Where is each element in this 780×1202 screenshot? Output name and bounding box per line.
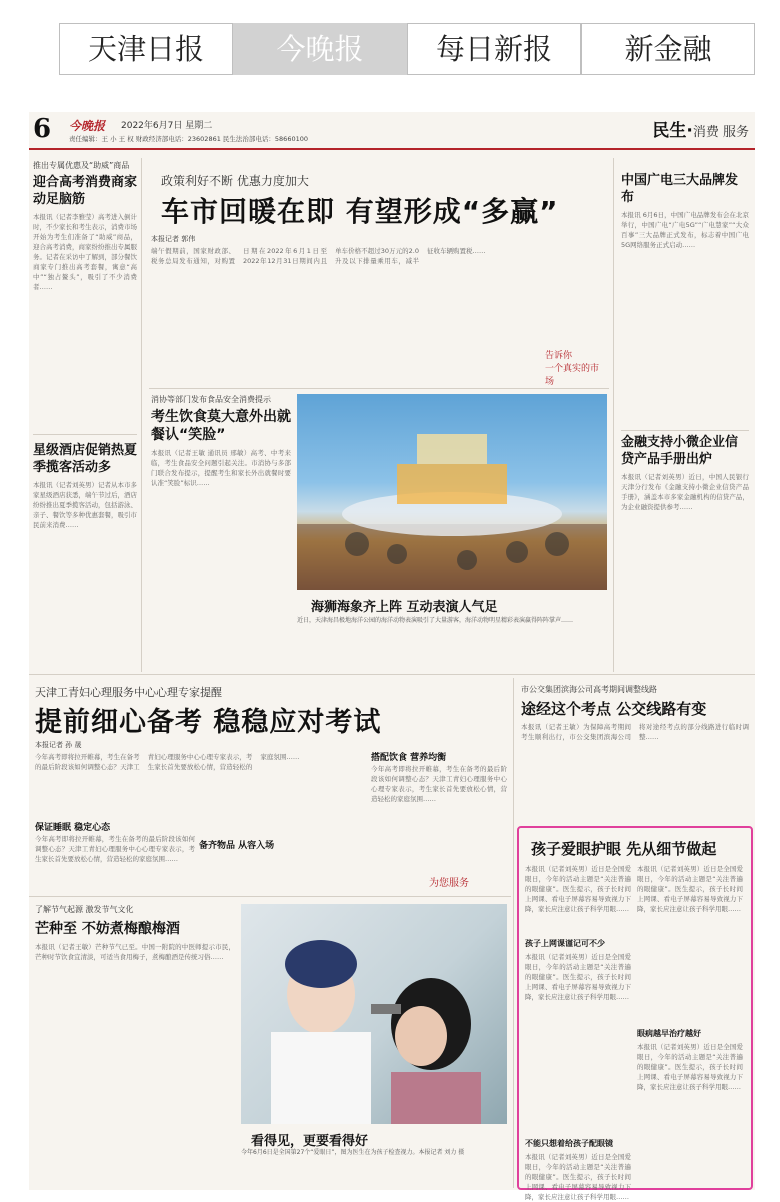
masthead — [29, 112, 755, 150]
photo-note: 今年6月6日是全国第27个“爱眼日”，图为医生在为孩子检查视力。本报记者 刘力 摄 — [241, 1149, 465, 1156]
article-body: 今年高考即将拉开帷幕，考生在备考的最后阶段该如何调整心态？天津工青妇心理服务中心心理专家表示，考生家长首先要放松心情，营造轻松的家庭氛围…… — [35, 753, 300, 771]
tab-new-finance[interactable]: 新金融 — [581, 23, 755, 75]
column-divider — [513, 678, 514, 1188]
masthead-rule — [29, 148, 755, 150]
promo-text: 告诉你 — [545, 351, 573, 361]
section-title — [652, 116, 749, 141]
article-divider — [621, 430, 749, 431]
article-subhead: 搭配饮食 营养均衡 — [371, 753, 447, 763]
photo-caption-title: 看得见，更要看得好 — [251, 1134, 369, 1149]
article-subhead: 不能只想着给孩子配眼镜 — [525, 1139, 613, 1148]
article-title[interactable]: 星级酒店促销热夏季揽客活动多 — [33, 443, 138, 475]
article-body: 本报讯（记者刘英男）近日是全国爱眼日，今年的活动主题是“关注普遍的眼健康”。医生提示，孩子长时间上网课、看电子屏幕容易导致视力下降，家长应注意让孩子科学用眼…… — [637, 865, 743, 913]
promo-service: 为您服务 — [429, 878, 469, 889]
article-reporter: 本报记者 孙 晟 — [35, 741, 82, 749]
article-kicker: 政策利好不断 优惠力度加大 — [161, 174, 309, 188]
section-divider — [29, 896, 511, 897]
article-kicker: 消协等部门发布食品安全消费提示 — [151, 395, 271, 404]
highlighted-article-box[interactable] — [517, 826, 753, 1201]
article-body: 本报讯（记者李雅莹）高考进入倒计时，不少家长和考生表示，消费市场开始为考生们准备了“助威”商品，迎合高考消费，商家纷纷推出专属服务。记者在采访中了解到，部分餐饮商家专门推出高考套餐，寓意“高中”“独占鳌头”，吸引了不少消费者…… — [33, 213, 137, 291]
photo-caption-title: 海狮海象齐上阵 互动表演人气足 — [311, 600, 498, 615]
tab-daily-new[interactable]: 每日新报 — [407, 23, 581, 75]
article-body: 本报讯（记者刘英男）近日，中国人民银行天津分行发布《金融支持小微企业信贷产品手册》，涵盖本市多家金融机构的信贷产品，为企业融资提供参考…… — [621, 473, 749, 511]
article-body: 本报讯（记者刘英男）记者从本市多家星级酒店获悉，端午节过后，酒店纷纷推出夏季揽客活动，包括游泳、亲子、餐饮等多种优惠套餐，吸引市民前来消费…… — [33, 481, 137, 529]
article-body: 今年高考即将拉开帷幕，考生在备考的最后阶段该如何调整心态？天津工青妇心理服务中心心理专家表示，考生家长首先要放松心情，营造轻松的家庭氛围…… — [35, 835, 195, 863]
tab-jinwanbao[interactable]: 今晚报 — [233, 23, 407, 75]
article-subhead: 保证睡眠 稳定心态 — [35, 823, 111, 833]
article-subhead: 眼病越早治疗越好 — [637, 1029, 701, 1038]
article-divider — [149, 388, 609, 389]
article-title[interactable]: 芒种至 不妨煮梅酿梅酒 — [35, 921, 180, 937]
article-body: 本报讯（记者王敏）为保障高考期间考生顺利出行，市公交集团滨海公司将对途经考点的部分线路进行临时调整…… — [521, 723, 749, 741]
headline[interactable]: 提前细心备考 稳稳应对考试 — [35, 707, 382, 738]
sea-lion-show-photo — [297, 394, 607, 590]
article-body: 本报讯（记者王敏 通讯员 邢敏）高考、中考来临，考生食品安全问题引起关注。市消协与多部门联合发布提示，提醒考生和家长外出就餐时要认准“笑脸”标识…… — [151, 449, 291, 487]
article-divider — [33, 434, 137, 435]
article-body: 今年高考即将拉开帷幕，考生在备考的最后阶段该如何调整心态？天津工青妇心理服务中心心理专家表示，考生家长首先要放松心情，营造轻松的家庭氛围…… — [371, 765, 507, 803]
editor-credits: 责任编辑：王 小 王 权 财政经济部电话：23602861 民生法治部电话：58660100 — [69, 135, 308, 143]
article-body: 本报讯（记者刘英男）近日是全国爱眼日，今年的活动主题是“关注普遍的眼健康”。医生提示，孩子长时间上网课、看电子屏幕容易导致视力下降，家长应注意让孩子科学用眼…… — [525, 1153, 631, 1201]
column-divider — [613, 158, 614, 672]
headline[interactable]: 车市回暖在即 有望形成“多赢” — [161, 195, 559, 228]
sea-lion-show-illustration — [297, 394, 607, 590]
section-name: 民生· — [652, 121, 693, 141]
newspaper-tab-bar — [0, 0, 780, 88]
article-title[interactable]: 孩子爱眼护眼 先从细节做起 — [531, 840, 717, 858]
article-title[interactable]: 金融支持小微企业信贷产品手册出炉 — [621, 435, 739, 467]
article-title[interactable]: 考生饮食莫大意外出就餐认“笑脸” — [151, 409, 291, 443]
eye-exam-illustration — [241, 904, 507, 1124]
article-body: 本报讯 6月6日，中国广电品牌发布会在北京举行，中国广电“广电5G”“广电慧家”“大众百事”三大品牌正式发布，标志着中国广电5G网络服务正式启动…… — [621, 211, 749, 249]
article-kicker: 市公交集团滨海公司高考期间调整线路 — [521, 685, 657, 694]
article-body: 端午假期前，国家财政部、税务总局发布通知，对购置日期在2022年6月1日至2022年12月31日期间内且单车价格不超过30万元的2.0升及以下排量乘用车，减半征收车辆购置税…… — [151, 247, 486, 265]
issue-date: 2022年6月7日 星期二 — [121, 121, 213, 131]
section-divider — [29, 674, 755, 675]
paper-name: 今晚报 — [69, 119, 106, 133]
page-number: 6 — [33, 114, 52, 144]
promo-text: 一个真实的市场 — [545, 364, 600, 387]
article-body: 本报讯（记者刘英男）近日是全国爱眼日，今年的活动主题是“关注普遍的眼健康”。医生提示，孩子长时间上网课、看电子屏幕容易导致视力下降，家长应注意让孩子科学用眼…… — [525, 953, 631, 1001]
article-body: 本报讯（记者王敏）芒种节气已至。中国一附院的中医师提示市民，芒种时节饮食宜清淡，可适当食用梅子，煮梅酿酒是传统习俗…… — [35, 943, 235, 961]
article-kicker: 推出专属优惠及“助威”商品 — [33, 161, 130, 170]
article-body: 本报讯（记者刘英男）近日是全国爱眼日，今年的活动主题是“关注普遍的眼健康”。医生提示，孩子长时间上网课、看电子屏幕容易导致视力下降，家长应注意让孩子科学用眼…… — [525, 865, 631, 913]
article-title[interactable]: 迎合高考消费商家动足脑筋 — [33, 175, 138, 207]
section-sub: 消费 服务 — [692, 125, 749, 140]
newspaper-page[interactable] — [29, 112, 755, 1201]
column-divider — [141, 158, 142, 672]
article-title[interactable]: 途经这个考点 公交线路有变 — [521, 700, 707, 718]
eye-exam-photo — [241, 904, 507, 1124]
article-kicker: 天津工青妇心理服务中心心理专家提醒 — [35, 686, 222, 699]
article-kicker: 了解节气起源 激发节气文化 — [35, 905, 134, 914]
article-body: 本报讯（记者刘英男）近日是全国爱眼日，今年的活动主题是“关注普遍的眼健康”。医生提示，孩子长时间上网课、看电子屏幕容易导致视力下降，家长应注意让孩子科学用眼…… — [637, 1043, 743, 1091]
article-subhead: 孩子上网课谨记可不少 — [525, 939, 605, 948]
article-reporter: 本报记者 郭伟 — [151, 235, 196, 243]
article-title[interactable]: 中国广电三大品牌发布 — [621, 173, 739, 205]
photo-note: 近日，天津海昌极地海洋公园的海洋动物表演吸引了大量游客，海洋动物明星精彩表演赢得阵阵掌声…… — [297, 617, 574, 624]
article-subhead: 备齐物品 从容入场 — [199, 841, 275, 851]
promo-box — [545, 348, 603, 387]
tab-tianjin-daily[interactable]: 天津日报 — [59, 23, 233, 75]
